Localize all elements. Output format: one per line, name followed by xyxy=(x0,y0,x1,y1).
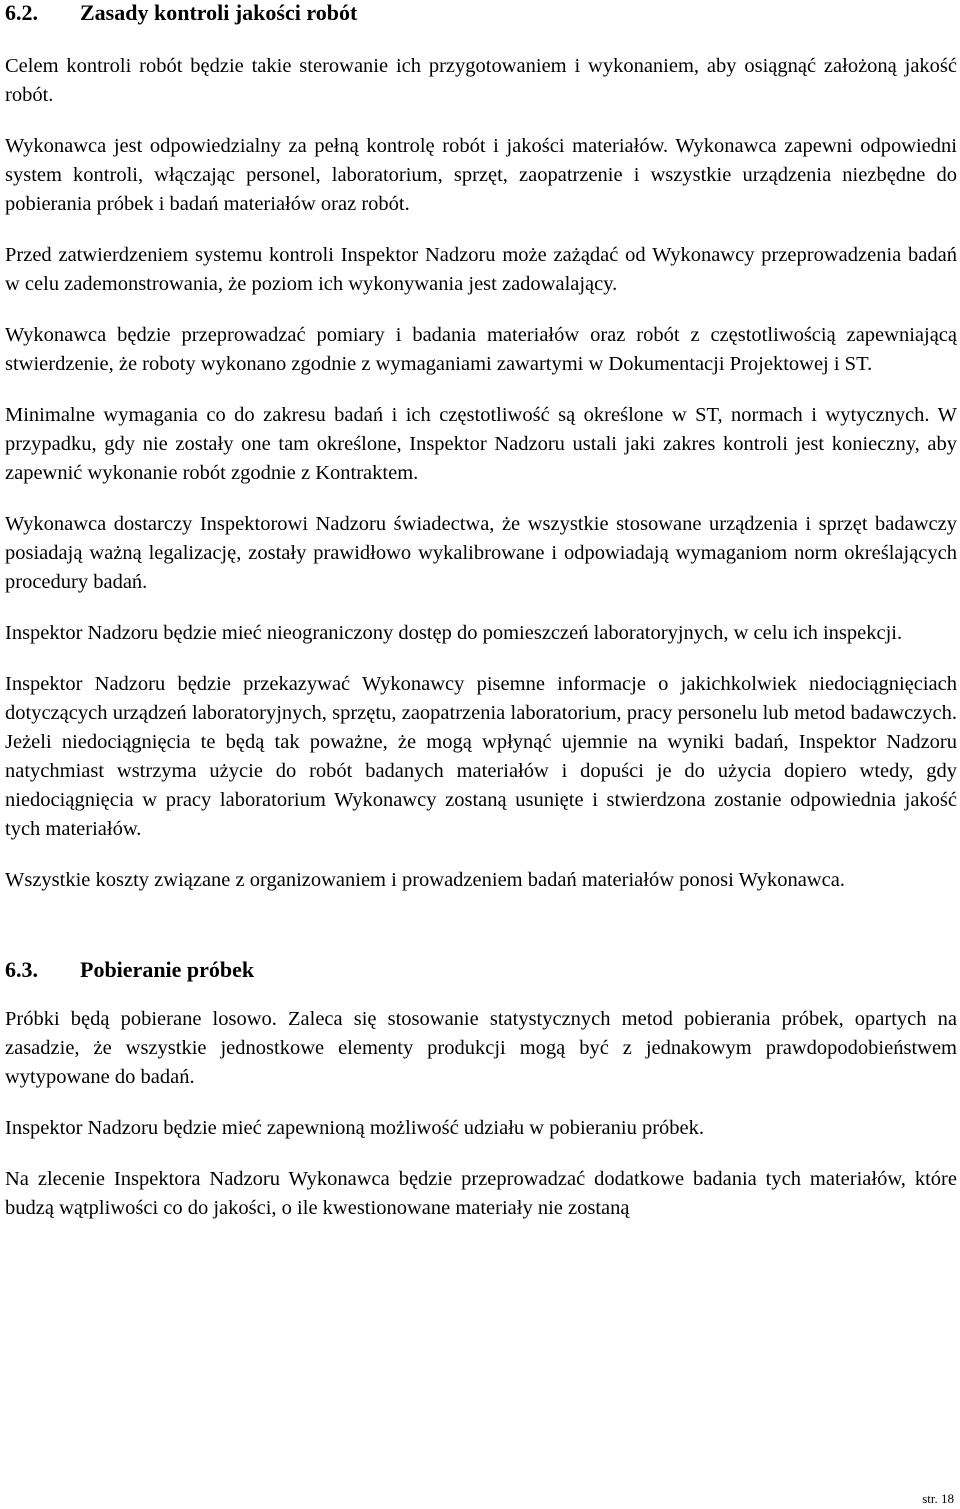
document-page xyxy=(5,0,957,1223)
paragraph: Przed zatwierdzeniem systemu kontroli Inspektor Nadzoru może zażądać od Wykonawcy przeprowadzenia badań w celu zademonstrowania, że poziom ich wykonywania jest zadowalający. xyxy=(5,244,957,295)
paragraph: Inspektor Nadzoru będzie mieć nieograniczony dostęp do pomieszczeń laboratoryjnych, w celu ich inspekcji. xyxy=(5,622,903,644)
paragraph: Na zlecenie Inspektora Nadzoru Wykonawca będzie przeprowadzać dodatkowe badania tych materiałów, które budzą wątpliwości co do jakości, o ile kwestionowane materiały nie zostaną xyxy=(5,1168,957,1219)
page-number: str. 18 xyxy=(922,1491,954,1506)
paragraph: Próbki będą pobierane losowo. Zaleca się stosowanie statystycznych metod pobierania próbek, opartych na zasadzie, że wszystkie jednostkowe elementy produkcji mogą być z jednakowym prawdopodobieństwem wytypowane do badań. xyxy=(5,1008,957,1088)
paragraph: Inspektor Nadzoru będzie przekazywać Wykonawcy pisemne informacje o jakichkolwiek niedociągnięciach dotyczących urządzeń laboratoryjnych, sprzętu, zaopatrzenia laboratorium, pracy personelu lub metod badawczych. Jeżeli niedociągnięcia te będą tak poważne, że mogą wpłynąć ujemnie na wyniki badań, Inspektor Nadzoru natychmiast wstrzyma użycie do robót badanych materiałów i dopuści je do użycia dopiero wtedy, gdy niedociągnięcia w pracy laboratorium Wykonawcy zostaną usunięte i stwierdzona zostanie odpowiednia jakość tych materiałów. xyxy=(5,673,957,840)
section-number: 6.3. xyxy=(5,957,38,982)
paragraph: Inspektor Nadzoru będzie mieć zapewnioną możliwość udziału w pobieraniu próbek. xyxy=(5,1117,705,1139)
paragraph: Wszystkie koszty związane z organizowaniem i prowadzeniem badań materiałów ponosi Wykonawca. xyxy=(5,869,845,891)
section-title: Pobieranie próbek xyxy=(80,957,255,982)
section-title: Zasady kontroli jakości robót xyxy=(80,0,358,25)
paragraph: Wykonawca będzie przeprowadzać pomiary i badania materiałów oraz robót z częstotliwością zapewniającą stwierdzenie, że roboty wykonano zgodnie z wymaganiami zawartymi w Dokumentacji Projektowej i ST. xyxy=(5,324,957,375)
section-heading-6-2 xyxy=(5,0,957,26)
paragraph: Celem kontroli robót będzie takie sterowanie ich przygotowaniem i wykonaniem, aby osiągnąć założoną jakość robót. xyxy=(5,55,957,106)
paragraph: Wykonawca dostarczy Inspektorowi Nadzoru świadectwa, że wszystkie stosowane urządzenia i sprzęt badawczy posiadają ważną legalizację, zostały prawidłowo wykalibrowane i odpowiadają wymaganiom norm określających procedury badań. xyxy=(5,513,957,593)
section-heading-6-3 xyxy=(5,957,957,983)
section-number: 6.2. xyxy=(5,0,38,25)
paragraph: Wykonawca jest odpowiedzialny za pełną kontrolę robót i jakości materiałów. Wykonawca zapewni odpowiedni system kontroli, włączając personel, laboratorium, sprzęt, zaopatrzenie i wszystkie urządzenia niezbędne do pobierania próbek i badań materiałów oraz robót. xyxy=(5,135,957,215)
paragraph: Minimalne wymagania co do zakresu badań i ich częstotliwość są określone w ST, normach i wytycznych. W przypadku, gdy nie zostały one tam określone, Inspektor Nadzoru ustali jaki zakres kontroli jest konieczny, aby zapewnić wykonanie robót zgodnie z Kontraktem. xyxy=(5,404,957,484)
